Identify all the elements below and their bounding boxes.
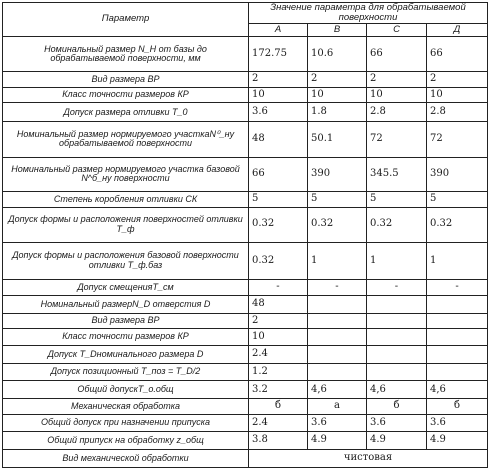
- header-col-c: С: [367, 23, 427, 36]
- table-row: [3, 432, 488, 450]
- row-label: Общий допускT_о.общ: [3, 381, 249, 399]
- table-row: [3, 329, 488, 346]
- cell-b: 390: [308, 157, 367, 191]
- cell-b: [308, 296, 367, 314]
- cell-b: 5: [308, 192, 367, 208]
- cell-d: 2: [427, 72, 488, 88]
- row-label: Допуск позиционный T_поз = T_D/2: [3, 363, 249, 381]
- cell-c: 2.8: [367, 103, 427, 122]
- header-value: Значение параметра для обрабатываемой поверхности: [249, 3, 488, 24]
- table-row: [3, 157, 488, 191]
- table-row: [3, 207, 488, 242]
- table-row: [3, 122, 488, 157]
- row-label: Допуск формы и расположения поверхностей отливки T_ф: [3, 207, 249, 242]
- cell-a: б: [249, 399, 308, 415]
- table-row: [3, 450, 488, 468]
- cell-c: 5: [367, 192, 427, 208]
- cell-c: 4,6: [367, 381, 427, 399]
- table-row: [3, 87, 488, 103]
- row-label: Вид механической обработки: [3, 450, 249, 468]
- cell-d: [427, 363, 488, 381]
- cell-a: 2.4: [249, 345, 308, 363]
- table-row: [3, 192, 488, 208]
- cell-d: 10: [427, 87, 488, 103]
- header-col-d: Д: [427, 23, 488, 36]
- cell-a: 172.75: [249, 36, 308, 71]
- cell-a: 66: [249, 157, 308, 191]
- cell-a: 3.2: [249, 381, 308, 399]
- cell-c: [367, 329, 427, 346]
- cell-c: [367, 313, 427, 329]
- cell-d: 4,6: [427, 381, 488, 399]
- table-row: [3, 414, 488, 432]
- row-label: Допуск формы и расположения базовой поверхности отливки T_ф.баз: [3, 242, 249, 279]
- cell-b: 2: [308, 72, 367, 88]
- cell-b: 10.6: [308, 36, 367, 71]
- cell-a: 0.32: [249, 242, 308, 279]
- cell-b: [308, 363, 367, 381]
- row-label: Номинальный размер N_H от базы до обрабатываемой поверхности, мм: [3, 36, 249, 71]
- cell-c: -: [367, 279, 427, 296]
- cell-d: 4.9: [427, 432, 488, 450]
- cell-d: -: [427, 279, 488, 296]
- row-label: Вид размера ВР: [3, 313, 249, 329]
- cell-b: 1: [308, 242, 367, 279]
- row-label: Допуск смещенияT_см: [3, 279, 249, 296]
- row-label: Общий припуск на обработку z_общ: [3, 432, 249, 450]
- row-label: Механическая обработка: [3, 399, 249, 415]
- cell-b: 50.1: [308, 122, 367, 157]
- table-row: [3, 72, 488, 88]
- table-row: [3, 345, 488, 363]
- header-col-b: В: [308, 23, 367, 36]
- cell-a: 0.32: [249, 207, 308, 242]
- cell-a: 2: [249, 72, 308, 88]
- table-row: [3, 103, 488, 122]
- table-row: [3, 242, 488, 279]
- table-row: [3, 279, 488, 296]
- cell-d: 66: [427, 36, 488, 71]
- cell-c: 0.32: [367, 207, 427, 242]
- cell-a: 2: [249, 313, 308, 329]
- cell-d: [427, 313, 488, 329]
- cell-a: 48: [249, 122, 308, 157]
- merged-value-cell: чистовая: [249, 450, 488, 468]
- row-label: Допуск размера отливки T_0: [3, 103, 249, 122]
- cell-c: 2: [367, 72, 427, 88]
- parameters-table: [2, 2, 488, 468]
- cell-a: 1.2: [249, 363, 308, 381]
- cell-a: 3.8: [249, 432, 308, 450]
- header-col-a: А: [249, 23, 308, 36]
- cell-b: 4,6: [308, 381, 367, 399]
- cell-d: 0.32: [427, 207, 488, 242]
- row-label: Класс точности размеров КР: [3, 87, 249, 103]
- cell-b: 4.9: [308, 432, 367, 450]
- table-row: [3, 381, 488, 399]
- table-row: [3, 399, 488, 415]
- cell-b: 0.32: [308, 207, 367, 242]
- cell-b: 3.6: [308, 414, 367, 432]
- cell-d: 3.6: [427, 414, 488, 432]
- cell-d: б: [427, 399, 488, 415]
- cell-b: [308, 329, 367, 346]
- row-label: Номинальный размер нормируемого участка базовой N^б_ну поверхности: [3, 157, 249, 191]
- cell-a: 3.6: [249, 103, 308, 122]
- cell-c: [367, 363, 427, 381]
- cell-d: 72: [427, 122, 488, 157]
- cell-c: 345.5: [367, 157, 427, 191]
- row-label: Степень коробления отливки СК: [3, 192, 249, 208]
- cell-a: 48: [249, 296, 308, 314]
- cell-c: 4.9: [367, 432, 427, 450]
- cell-d: [427, 296, 488, 314]
- cell-b: -: [308, 279, 367, 296]
- cell-c: б: [367, 399, 427, 415]
- cell-c: [367, 345, 427, 363]
- cell-d: [427, 345, 488, 363]
- cell-a: 10: [249, 329, 308, 346]
- row-label: Номинальный размерN_D отверстия D: [3, 296, 249, 314]
- table-row: [3, 36, 488, 71]
- cell-b: [308, 345, 367, 363]
- table-row: [3, 313, 488, 329]
- cell-c: 1: [367, 242, 427, 279]
- cell-c: 66: [367, 36, 427, 71]
- row-label: Вид размера ВР: [3, 72, 249, 88]
- cell-a: 10: [249, 87, 308, 103]
- cell-b: [308, 313, 367, 329]
- cell-c: 10: [367, 87, 427, 103]
- table-row: [3, 363, 488, 381]
- cell-d: 5: [427, 192, 488, 208]
- cell-b: 1.8: [308, 103, 367, 122]
- row-label: Общий допуск при назначении припуска: [3, 414, 249, 432]
- cell-d: 2.8: [427, 103, 488, 122]
- cell-a: -: [249, 279, 308, 296]
- table-row: [3, 296, 488, 314]
- cell-c: [367, 296, 427, 314]
- cell-a: 2.4: [249, 414, 308, 432]
- cell-d: [427, 329, 488, 346]
- cell-b: а: [308, 399, 367, 415]
- cell-b: 10: [308, 87, 367, 103]
- row-label: Класс точности размеров КР: [3, 329, 249, 346]
- header-parameter: Параметр: [3, 3, 249, 37]
- cell-a: 5: [249, 192, 308, 208]
- row-label: Допуск T_Dноминального размера D: [3, 345, 249, 363]
- cell-d: 1: [427, 242, 488, 279]
- row-label: Номинальный размер нормируемого участкаN⁰_ну обрабатываемой поверхности: [3, 122, 249, 157]
- cell-c: 72: [367, 122, 427, 157]
- cell-d: 390: [427, 157, 488, 191]
- cell-c: 3.6: [367, 414, 427, 432]
